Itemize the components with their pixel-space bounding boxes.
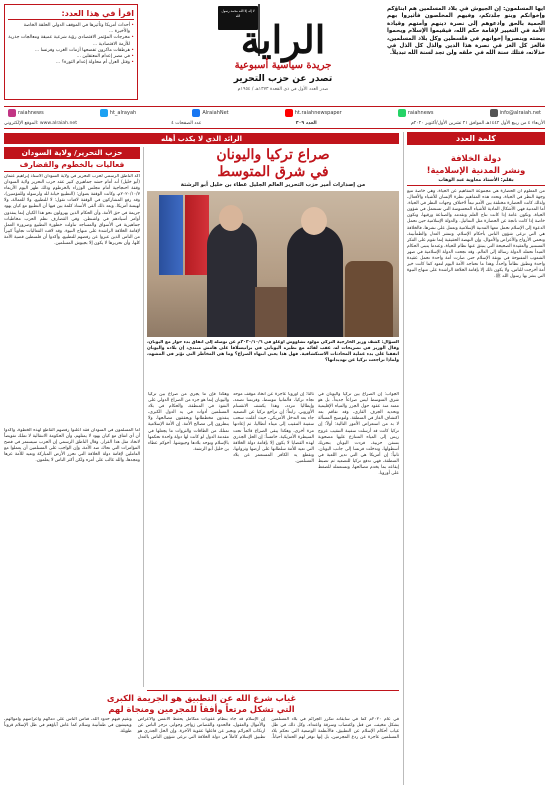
lead-photo — [147, 191, 399, 337]
toc-item[interactable]: • هرطقات ماكرون تفضحها أزمات الغرب وفرنسا ... — [8, 48, 134, 54]
social-link[interactable] — [8, 109, 44, 117]
photo-head-right — [301, 207, 327, 235]
bottom-article — [4, 693, 399, 785]
issue-pages: عدد الصفحات ٤ — [171, 121, 202, 126]
social-icon — [100, 109, 108, 117]
photo-chair — [345, 261, 393, 337]
masthead — [0, 0, 549, 104]
social-label: ht.raiahnewspaper — [294, 109, 342, 116]
side-article-more: أما المسلمون في السودان فقد أعلنوا رفضهم القاطع لهذه الخطوة، وأكدوا أن أي اتفاق مع كيان يهود لا يمثلهم، وأن الحكومة الانتقالية لا تملك تفويضاً لاتخاذ مثل هذا القرار. وقال الناطق الرسمي إن الحزب سيستمر في فضح المؤامرات التي تحاك ضد الأمة، وإن الواجب على المسلمين أن يعملوا مع العاملين لإقامة دولة الخلافة التي تحرر الأرض المباركة وتعيد للأمة عزها ومجدها، والله غالب على أمره ولكن أكثر الناس لا يعلمون. — [4, 428, 140, 464]
lead-title-1: صراع تركيا واليونان — [216, 147, 330, 163]
publisher: تصدر عن حزب التحرير — [233, 74, 333, 84]
top-right-text: أيها المسلمون: إن الجيوش في بلاد المسلمين هم أبناؤكم وإخوانكم وبنو جلدتكم، وفيهم المخلصون فأثيروا بهم الحمية بالحق وادعوهم إلى نصرة دينهم وأمتهم وقيادة الأمة في التغيير لإقامة حكم الله، فيقيموا الإسلام ويحموا بيضته وينصروا إخوانهم في فلسطين وكل بلاد المسلمين، فالعز كل العز في نصرة هذا الدين والذل كل الذل في خذلانه، فتلك سنة الله في خلقه ولن تجد لسنة الله تبديلاً. — [387, 6, 545, 57]
issue-line — [4, 119, 545, 129]
toc-item[interactable]: • وقتل العزل أم محاولة إعدام الثورة؟ ... — [8, 60, 134, 66]
photo-table — [255, 287, 291, 337]
side-divider — [143, 147, 144, 687]
editorial-column — [407, 132, 545, 785]
editorial-title-2: ونشر المدنية الإسلامية! — [426, 166, 526, 176]
side-article-title-1: حزب التحرير/ ولاية السودان — [4, 147, 140, 159]
bottom-title-2: التي تشكل مرتعاً وأفقاً للمجرمين ومنجاة لهم — [108, 704, 295, 714]
editorial-body: من المعلوم أن الحضارة هي مجموعة المفاهيم عن الحياة، وهي خاصة تتبع وجهة النظر في الحياة، وتحدد هذه المفاهيم نظرة الإنسان للأشياء والأفعال، ولذلك كانت الحضارة مختلفة بين الأمم تبعاً لاختلاف وجهات النظر في الحياة. أما المدنية فهي الأشكال المادية للأشياء المحسوسة التي تستعمل في شؤون الحياة، وتكون عامة إذا كانت نتاج العلم وتقدمه والصناعة ورقيها، وتكون خاصة إذا كانت ناتجة عن الحضارة مثل التماثيل. والدولة الإسلامية حين تحمل الدعوة إلى الإسلام تحمل معها المدنية الإسلامية وتعمل على نشرها، فالخلافة هي التي ترعى شؤون الناس بأحكام الإسلام، وتنشر العدل والطمأنينة، وتحمي الأرواح والأعراض والأموال. وإن النهضة الحقيقية إنما تقوم على الفكر المستنير والعقيدة الصحيحة التي ينبثق عنها نظام للحياة، وعندما يتبنى الحكام المبدأ تحمله الدولة رسالة إلى العالم. وقد نجحت الدولة الإسلامية في صهر الشعوب المفتوحة في بوتقة الإسلام حتى صارت أمة واحدة تحمل عقيدة واحدة وتطبق نظاماً واحداً، وهذا ما تحتاجه الأمة اليوم لتعود كما كانت خير أمة أخرجت للناس، ولا يكون ذلك إلا بإقامة الخلافة الراشدة على منهاج النبوة التي بشر بها رسول الله ﷺ. — [407, 189, 545, 280]
side-article — [4, 147, 140, 687]
social-link[interactable] — [490, 109, 541, 117]
editorial-label: كلمة العدد — [407, 132, 545, 145]
logo-subtitle: جريدة سياسية أسبوعية — [234, 60, 332, 71]
social-row — [4, 106, 545, 118]
social-label: raiahnews — [18, 109, 44, 116]
social-link[interactable] — [398, 109, 434, 117]
first-issue: صدر العدد الأول في ذي القعدة ١٣٧٣هـ / ١٩٥٤م — [237, 87, 329, 92]
lead-answer-col-1: الجواب: إن الصراع بين تركيا واليونان في شرق المتوسط ليس صراعاً جديداً، بل هو ممتد منذ عقود حول الجزر والمياه الإقليمية وتحديد الجرف القاري، وقد تفاقم بعد اكتشاف الغاز في المنطقة. ولتوضيح المسألة لا بد من استعراض الأمور التالية: أولاً: إن تركيا كانت قد أرسلت سفينة التنقيب عروج ريس إلى المياه المتنازع عليها مصحوبة بسفن حربية، فردت اليونان بتحريك أسطولها، وتدخلت فرنسا إلى جانب اليونان. ثانياً: إن أمريكا هي التي تدير اللعبة في المنطقة، فهي تدفع تركيا للتصعيد ثم تضبط إيقاعه بما يخدم مصالحها، وتستعمله للضغط على أوروبا. — [318, 392, 399, 477]
banner — [4, 133, 399, 144]
toc-item[interactable]: • مخرجات المؤتمر الاقتصادي رؤية شرعية عميقة ومعالجات جذرية للأزمة الاقتصادية ... — [8, 35, 134, 47]
bottom-title-1: غياب شرع الله عن التطبيق هو الجريمة الكبرى — [106, 693, 297, 703]
lead-answer-col-3: وهكذا فإن ما يجري من صراع بين تركيا واليونان إنما هو جزء من الصراع الدولي على النفوذ في المنطقة، والحكام في بلاد المسلمين أدوات في يد الدول الكبرى، ينفذون مخططاتها ويحققون مصالحها، ولا ينظرون إلى مصالح الأمة. إن الأمة الإسلامية تمتلك من الطاقات والثروات ما يجعلها في مقدمة الدول لو كانت لها دولة واحدة تحكمها بالإسلام وتوحد بلادها وجيوشها. أخوكم عطاء بن خليل أبو الرشتة. — [148, 392, 229, 452]
toc-item[interactable]: • أحداث أمريكا وتأثيرها في الموقف الدولي الحلقة الخاصة والأخيرة ... — [8, 23, 134, 35]
lead-subtitle: من إصدارات أمير حزب التحرير العالم الجليل عطاء بن خليل أبو الرشتة — [180, 182, 366, 188]
issue-date: الأربعاء ٤ من ربيع الأول ١٤٤٢هـ الموافق ٢١ تشرين الأول/أكتوبر ٢٠٢٠م — [410, 121, 545, 126]
social-icon — [8, 109, 16, 117]
logo-block — [196, 4, 370, 100]
editorial-divider — [403, 132, 404, 785]
social-link[interactable] — [100, 109, 136, 117]
website-link[interactable]: الموقع الإلكتروني: www.alraiah.net — [4, 121, 78, 126]
flag-text: لا إله إلا الله محمد رسول الله — [221, 9, 255, 18]
toc-item[interactable]: • في مصر إعدام المعتقلين ... — [8, 54, 134, 60]
social-link[interactable] — [192, 109, 228, 117]
logo-text: الراية — [240, 17, 326, 62]
social-icon — [192, 109, 200, 117]
photo-flag — [159, 195, 183, 275]
toc-title: اقرأ في هذا العدد: — [8, 8, 134, 20]
bottom-rule — [147, 690, 399, 691]
social-label: AlraiahNet — [202, 109, 229, 116]
toc-list — [8, 23, 134, 66]
social-icon — [285, 109, 293, 117]
lead-title-2: في شرق المتوسط — [217, 164, 329, 180]
lead-answer-col-2: ثالثاً: إن أوروبا عاجزة عن اتخاذ موقف موحد تجاه تركيا، فألمانيا تتوسط، وفرنسا تصعد، وإيطاليا تتردد، وهذا يكشف الانقسام الأوروبي. رابعاً: إن تراجع تركيا عن التصعيد جاء بعد التدخل الأمريكي، حيث أعلنت سحب سفينة التنقيب إلى ميناء أنطاليا، ثم إعادتها مرة أخرى، وهكذا يبقى الصراع قائماً تحت السيطرة الأمريكية. خامساً: إن الحل الجذري لهذه القضايا لا يكون إلا بإقامة دولة الخلافة التي تعيد للأمة سلطانها على أرضها وثرواتها، وتقطع يد الكافر المستعمر عن بلاد المسلمين. — [233, 392, 314, 465]
side-article-title-2: فعاليات بالخطوم والقضارف — [4, 159, 140, 172]
bottom-body: في عام ٢٠٢٠م كما في سابقاته تتكرر الجرائم في بلاد المسلمين بشكل مخيف، من قتل واغتصاب وسرقة واعتداء، وكل ذلك في ظل غياب أحكام الإسلام عن التطبيق، فالأنظمة الوضعية التي تحكم بلاد المسلمين عاجزة عن ردع المجرمين، بل إنها توفر لهم الحماية أحياناً. إن الإسلام قد جاء بنظام عقوبات متكامل يحفظ الأنفس والأعراض والأموال والعقول، فالحدود والقصاص زواجر وجوابر، تزجر الناس عن ارتكاب الجرائم وتجبر عن فاعلها عقوبة الآخرة. وإن الحل الجذري هو تطبيق الإسلام كاملاً في دولة الخلافة التي ترعى شؤون الناس بالعدل وتقيم فيهم حدود الله، فتأمن الناس على دمائهم وأعراضهم وأموالهم، ويعيشون في طمأنينة وسلام كما عاش آباؤهم في ظل الإسلام قروناً طويلة. — [4, 717, 399, 741]
photo-flag-2 — [185, 195, 209, 275]
social-label: info@alraiah.net — [499, 109, 541, 116]
banner-text: الرائد الذي لا يكذب أهله — [160, 134, 243, 143]
social-link[interactable] — [285, 109, 342, 117]
social-icon — [398, 109, 406, 117]
photo-person-right — [287, 225, 343, 337]
editorial-author: بقلم: الأستاذ معاوية عبد الوهاب — [407, 177, 545, 186]
editorial-title-1: دولة الخلافة — [450, 154, 502, 164]
social-icon — [490, 109, 498, 117]
lead-question: السؤال: كشف وزير الخارجية التركي مولود تشاووش أوغلو في ٢٠٢٠/١٠/٦م عن توصله إلى اتفاق بدء حوار مع اليونان، وقال الوزير في تصريحات له، عقب لقائه مع نظيره اليوناني في براتيسلافا على هامش منتدى، إن بلاده واليونان اتفقتا على بدء عملية المحادثات الاستكشافية. فهل هذا يعني انتهاء الصراع؟ وما هي المخاطر التي تؤثر في المشهد، ولماذا تراجعت تركيا عن تهديداتها؟ — [147, 340, 399, 364]
photo-person-left — [207, 221, 257, 337]
toc-box — [4, 4, 138, 100]
side-article-body: أكد الناطق الرسمي لحزب التحرير في ولاية السودان الأستاذ إبراهيم عثمان (أبو خليل) أنه أمام حشد جماهيري كبير عقد حزب التحرير ولاية السودان وقفة احتجاجية أمام مجلس الوزراء بالخرطوم وذلك ظهر اليوم الأربعاء ٢٠٢٠/١٠/٧م، وكانت الوقفة بعنوان: (التطبيع خيانة لله ولرسوله وللمؤمنين)، وقد رفع المشاركون في الوقفة لافتات تقول: لا للتطبيع، ولا للعمالة، ولا لهيمنة أمريكا. وبعد ذلك ألقى الأستاذ كلمة بين فيها أن التطبيع مع كيان يهود جريمة في حق الأمة، وأن الحكام الذين يهرولون نحو هذا الكيان إنما ينفذون أوامر أسيادهم في واشنطن. وفي القضارف نظم الحزب مخاطبات جماهيرية في الأسواق والمساجد تناولت خطورة التطبيع وضرورة العمل لإقامة الخلافة الراشدة على منهاج النبوة. وقد لاقت الفعاليات تجاوباً كبيراً من الناس الذين عبروا عن رفضهم للتطبيع، وأكدوا أن فلسطين قضية الأمة كلها، وأن تحريرها لا يكون إلا بجيوش المسلمين. — [4, 174, 140, 247]
social-label: ht_alrayah — [109, 109, 137, 116]
photo-head-left — [219, 205, 243, 231]
lead-article — [147, 147, 399, 687]
issue-number: العدد ٣٠٩ — [295, 121, 317, 126]
social-label: raiahnews — [407, 109, 434, 116]
